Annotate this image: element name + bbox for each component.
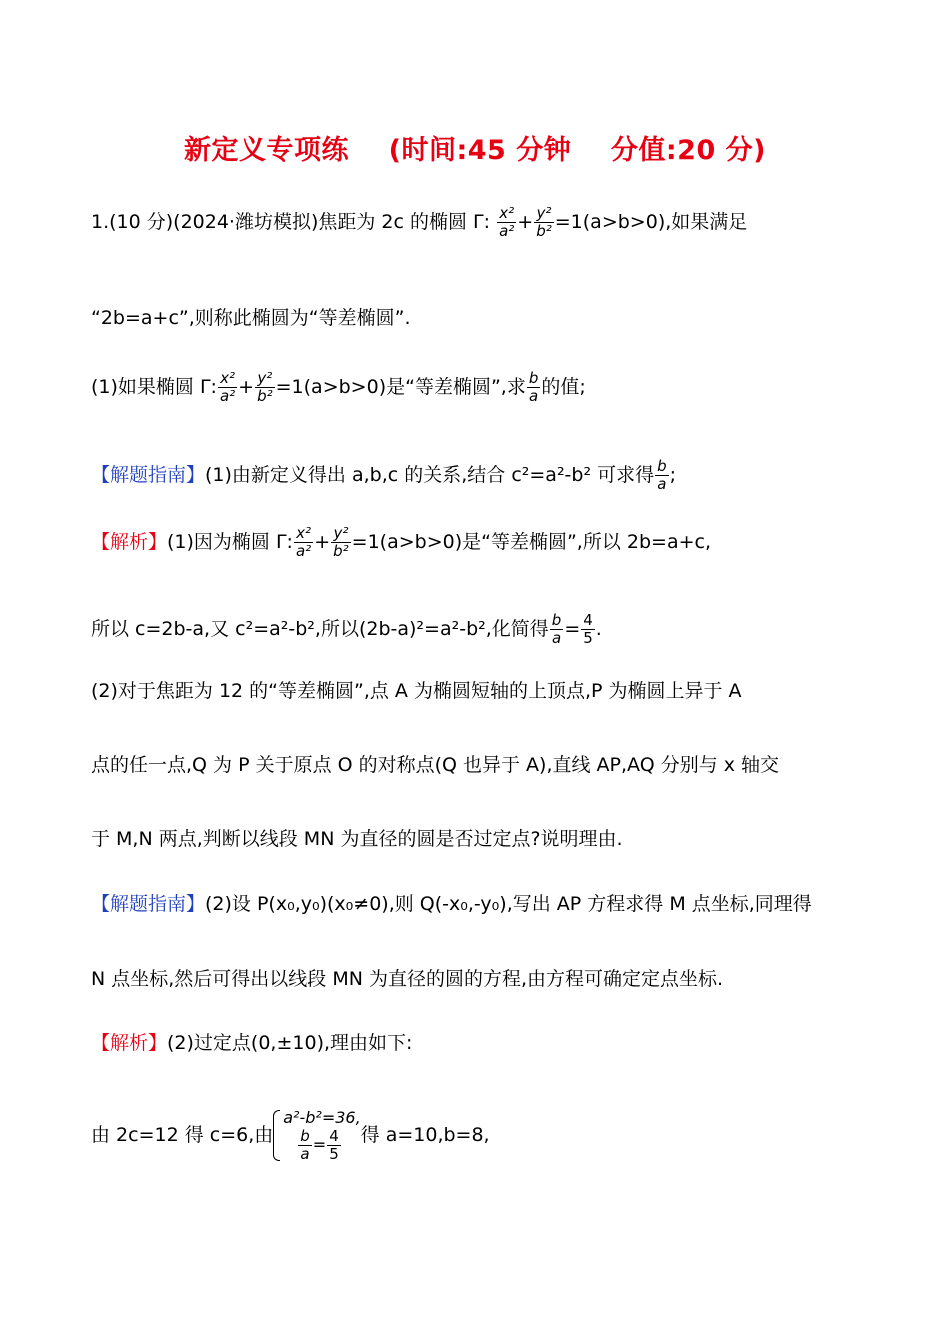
p2-line2: 点的任一点,Q 为 P 关于原点 O 的对称点(Q 也异于 A),直线 AP,AQ 分别与 x 轴交 — [91, 754, 780, 776]
fraction-b-a: $\frac{b}{a}$ — [528, 369, 539, 405]
sol2-line2a: 由 2c=12 得 c=6,由 — [91, 1124, 274, 1146]
title-main: 新定义专项练 — [184, 135, 350, 166]
fraction-4-5: $\frac{4}{5}$ — [583, 611, 593, 647]
sol2-line2 — [91, 1108, 861, 1163]
fraction-b-a: $\frac{b}{a}$ — [657, 457, 667, 493]
guide2-line2: N 点坐标,然后可得出以线段 MN 为直径的圆的方程,由方程可确定定点坐标. — [91, 968, 724, 990]
fraction-x2-a2: $\frac{\text{x²}}{\text{a²}}$ — [219, 369, 236, 405]
system-eq1: a²-b²=36, — [283, 1108, 361, 1127]
sol1-line2a: 所以 c=2b-a,又 c²=a²-b²,所以(2b-a)²=a²-b²,化简得 — [91, 618, 549, 640]
guide2-line1 — [91, 892, 861, 916]
q1-line1: 1.(10 分)(2024·潍坊模拟)焦距为 2c 的椭圆 Γ: $\frac{\text{x²}}{\text{a²}}$ + $\frac{\text{y²}}{\text{b²}}$ =1(a>b>0),如果满足 — [91, 204, 748, 240]
guide2-text1: (2)设 P(x₀,y₀)(x₀≠0),则 Q(-x₀,-y₀),写出 AP 方程求得 M 点坐标,同理得 — [205, 893, 812, 915]
fraction-b-a: $\frac{b}{a}$ — [300, 1127, 310, 1163]
system-eq2: $\frac{b}{a}$ = $\frac{4}{5}$ — [300, 1127, 339, 1163]
fraction-b-a: $\frac{b}{a}$ — [551, 611, 562, 647]
sol1-head: (1)因为椭圆 Γ: — [167, 531, 293, 553]
p2-line3: 于 M,N 两点,判断以线段 MN 为直径的圆是否过定点?说明理由. — [91, 828, 623, 850]
title-time: (时间:45 分钟 — [388, 135, 572, 166]
equation-system — [273, 1108, 360, 1163]
p1-line: (1)如果椭圆 Γ: $\frac{\text{x²}}{\text{a²}}$ + $\frac{\text{y²}}{\text{b²}}$ =1(a>b>0)是“等差椭圆”,求 $\frac{b}{a}$ 的值; — [91, 369, 586, 405]
sol2-text: (2)过定点(0,±10),理由如下: — [167, 1032, 413, 1054]
q1-tail: =1(a>b>0),如果满足 — [554, 211, 748, 233]
p2-line1: (2)对于焦距为 12 的“等差椭圆”,点 A 为椭圆短轴的上顶点,P 为椭圆上异于 A — [91, 680, 742, 702]
q1-line2: “2b=a+c”,则称此椭圆为“等差椭圆”. — [91, 307, 411, 329]
sol1-tag: 【解析】 — [91, 531, 168, 553]
fraction-x2-a2: $\frac{\text{x²}}{\text{a²}}$ — [499, 204, 515, 240]
sol2-tag: 【解析】 — [91, 1032, 168, 1054]
sol2-line1 — [91, 1031, 861, 1055]
sol2-line2b: 得 a=10,b=8, — [360, 1124, 490, 1146]
fraction-x2-a2: $\frac{\text{x²}}{\text{a²}}$ — [295, 524, 312, 560]
sol1-line1: 【解析】(1)因为椭圆 Γ: $\frac{\text{x²}}{\text{a²}}$ + $\frac{\text{y²}}{\text{b²}}$ =1(a>b>0)是“等差椭圆”,所以 2b=a+c, — [91, 524, 712, 560]
p1-end: 的值; — [541, 376, 586, 398]
fraction-y2-b2: $\frac{\text{y²}}{\text{b²}}$ — [536, 204, 552, 240]
guide1-tag: 【解题指南】 — [91, 464, 206, 486]
sol1-line2: 所以 c=2b-a,又 c²=a²-b²,所以(2b-a)²=a²-b²,化简得 $\frac{b}{a}$ = $\frac{4}{5}$ . — [91, 611, 602, 647]
guide1-text: (1)由新定义得出 a,b,c 的关系,结合 c²=a²-b² 可求得 — [205, 464, 655, 486]
fraction-y2-b2: $\frac{\text{y²}}{\text{b²}}$ — [257, 369, 273, 405]
title-score: 分值:20 分) — [610, 135, 766, 166]
page-title — [0, 128, 950, 167]
guide2-tag: 【解题指南】 — [91, 893, 206, 915]
q1-head: 1.(10 分)(2024·潍坊模拟)焦距为 2c 的椭圆 Γ: — [91, 211, 491, 233]
p1-tail: =1(a>b>0)是“等差椭圆”,求 — [275, 376, 526, 398]
fraction-4-5: $\frac{4}{5}$ — [329, 1127, 339, 1163]
guide1-line: 【解题指南】(1)由新定义得出 a,b,c 的关系,结合 c²=a²-b² 可求得 $\frac{b}{a}$ ; — [91, 457, 677, 493]
sol1-tail: =1(a>b>0)是“等差椭圆”,所以 2b=a+c, — [351, 531, 712, 553]
fraction-y2-b2: $\frac{\text{y²}}{\text{b²}}$ — [333, 524, 349, 560]
p1-head: (1)如果椭圆 Γ: — [91, 376, 217, 398]
